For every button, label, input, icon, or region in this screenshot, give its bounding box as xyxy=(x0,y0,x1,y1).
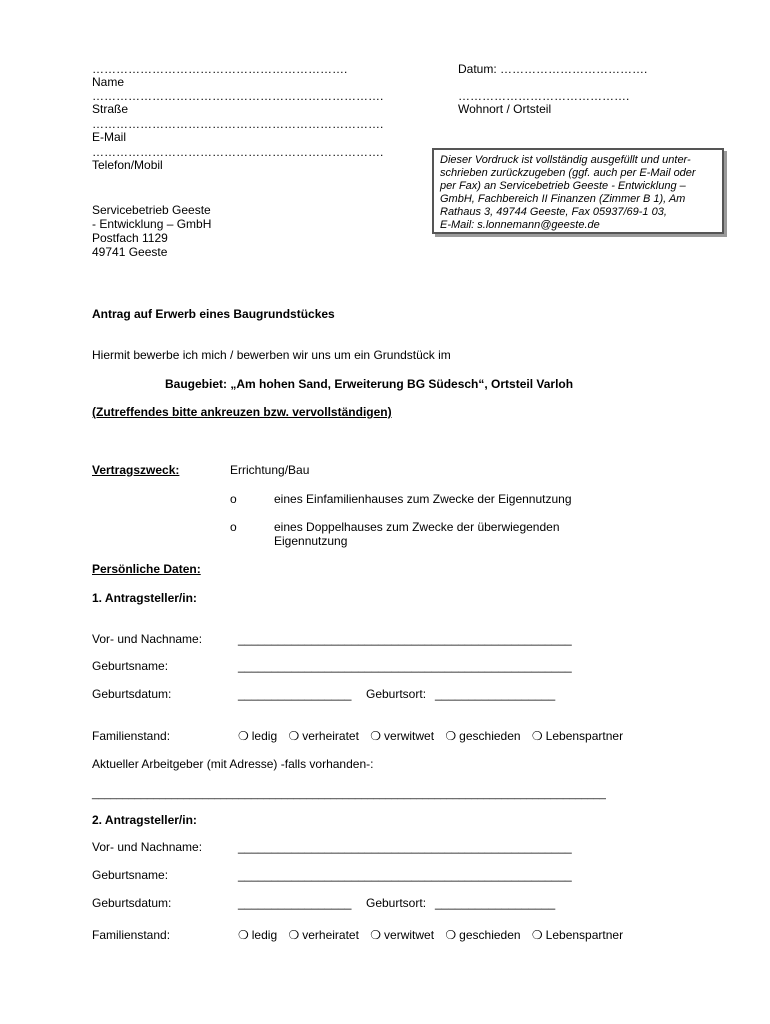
option-label-1: eines Einfamilienhauses zum Zwecke der Eigennutzung xyxy=(274,492,572,506)
instruction-text: (Zutreffendes bitte ankreuzen bzw. vervollständigen) xyxy=(92,405,392,419)
applicant2-birthname-label: Geburtsname: xyxy=(92,868,169,882)
applicant1-birthplace-field[interactable]: __________________ xyxy=(435,687,556,701)
notice-line: GmbH, Fachbereich II Finanzen (Zimmer B 1), Am xyxy=(440,193,686,205)
option-checkbox-1[interactable]: o xyxy=(230,492,237,506)
applicant1-employer-field[interactable]: ____________________________________________________________________________________ xyxy=(92,788,606,800)
notice-box xyxy=(432,148,724,234)
status-geschieden-radio[interactable] xyxy=(445,729,520,743)
option-checkbox-2[interactable]: o xyxy=(230,520,237,534)
applicant1-birthdate-label: Geburtsdatum: xyxy=(92,687,172,701)
date-field: Datum: ………………………………. xyxy=(458,62,648,76)
applicant1-heading: 1. Antragsteller/in: xyxy=(92,591,197,605)
recipient-line: Postfach 1129 xyxy=(92,231,168,245)
personal-heading: Persönliche Daten: xyxy=(92,562,201,576)
applicant2-name-field[interactable]: __________________________________________________ xyxy=(238,840,572,854)
applicant2-birthdate-field[interactable]: _________________ xyxy=(238,896,352,910)
applicant1-birthdate-field[interactable]: _________________ xyxy=(238,687,352,701)
applicant1-name-label: Vor- und Nachname: xyxy=(92,632,203,646)
phone-dots: ………………………………………………………………. xyxy=(92,145,384,159)
radio-label: verheiratet xyxy=(302,928,359,942)
email-label: E-Mail xyxy=(92,130,127,144)
radio-circle-icon: ❍ xyxy=(370,729,382,743)
radio-label: Lebenspartner xyxy=(545,928,624,942)
notice-line: per Fax) an Servicebetrieb Geeste - Entwicklung – xyxy=(440,180,686,192)
radio-circle-icon: ❍ xyxy=(445,729,457,743)
radio-label: Lebenspartner xyxy=(545,729,624,743)
radio-circle-icon: ❍ xyxy=(288,928,300,942)
applicant1-birthplace-label: Geburtsort: xyxy=(366,687,427,701)
status-geschieden-radio[interactable] xyxy=(445,928,520,942)
radio-circle-icon: ❍ xyxy=(445,928,457,942)
applicant2-heading: 2. Antragsteller/in: xyxy=(92,813,197,827)
radio-circle-icon: ❍ xyxy=(531,928,543,942)
applicant2-status-label: Familienstand: xyxy=(92,928,171,942)
applicant1-employer-label: Aktueller Arbeitgeber (mit Adresse) -falls vorhanden-: xyxy=(92,757,374,771)
notice-line: E-Mail: s.lonnemann@geeste.de xyxy=(440,219,600,231)
intro-text: Hiermit bewerbe ich mich / bewerben wir uns um ein Grundstück im xyxy=(92,348,451,362)
radio-label: ledig xyxy=(251,928,278,942)
notice-line: schrieben zurückzugeben (ggf. auch per E-Mail oder xyxy=(440,167,696,179)
place-dots: ……………………………………. xyxy=(458,89,630,103)
applicant1-status-options xyxy=(238,729,631,743)
radio-circle-icon: ❍ xyxy=(238,928,249,942)
status-verwitwet-radio[interactable] xyxy=(370,928,434,942)
radio-label: verwitwet xyxy=(384,729,435,743)
radio-circle-icon: ❍ xyxy=(370,928,382,942)
status-ledig-radio[interactable] xyxy=(238,928,277,942)
purpose-value: Errichtung/Bau xyxy=(230,463,310,477)
applicant2-status-options xyxy=(238,928,631,942)
radio-label: verwitwet xyxy=(384,928,435,942)
applicant1-name-field[interactable]: __________________________________________________ xyxy=(238,632,572,646)
recipient-line: - Entwicklung – GmbH xyxy=(92,217,212,231)
notice-line: Dieser Vordruck ist vollständig ausgefüllt und unter- xyxy=(440,154,691,166)
radio-circle-icon: ❍ xyxy=(531,729,543,743)
option-label-2-cont: Eigennutzung xyxy=(274,534,348,548)
applicant2-birthplace-label: Geburtsort: xyxy=(366,896,427,910)
status-verheiratet-radio[interactable] xyxy=(288,729,358,743)
building-area: Baugebiet: „Am hohen Sand, Erweiterung BG Südesch“, Ortsteil Varloh xyxy=(165,377,574,391)
status-lebenspartner-radio[interactable] xyxy=(532,928,623,942)
radio-label: geschieden xyxy=(459,928,521,942)
status-verwitwet-radio[interactable] xyxy=(370,729,434,743)
applicant1-status-label: Familienstand: xyxy=(92,729,171,743)
applicant2-birthdate-label: Geburtsdatum: xyxy=(92,896,172,910)
radio-label: geschieden xyxy=(459,729,521,743)
purpose-label: Vertragszweck: xyxy=(92,463,180,477)
applicant1-birthname-label: Geburtsname: xyxy=(92,659,169,673)
radio-circle-icon: ❍ xyxy=(288,729,300,743)
radio-label: verheiratet xyxy=(302,729,359,743)
recipient-line: 49741 Geeste xyxy=(92,245,168,259)
recipient-line: Servicebetrieb Geeste xyxy=(92,203,211,217)
street-dots: ………………………………………………………………. xyxy=(92,89,384,103)
radio-label: ledig xyxy=(251,729,278,743)
applicant2-birthplace-field[interactable]: __________________ xyxy=(435,896,556,910)
email-dots: ………………………………………………………………. xyxy=(92,117,384,131)
option-label-2: eines Doppelhauses zum Zwecke der überwiegenden xyxy=(274,520,560,534)
applicant2-name-label: Vor- und Nachname: xyxy=(92,840,203,854)
place-label: Wohnort / Ortsteil xyxy=(458,102,552,116)
applicant2-birthname-field[interactable]: __________________________________________________ xyxy=(238,868,572,882)
status-lebenspartner-radio[interactable] xyxy=(532,729,623,743)
notice-line: Rathaus 3, 49744 Geeste, Fax 05937/69-1 03, xyxy=(440,206,667,218)
status-ledig-radio[interactable] xyxy=(238,729,277,743)
radio-circle-icon: ❍ xyxy=(238,729,249,743)
status-verheiratet-radio[interactable] xyxy=(288,928,358,942)
applicant1-birthname-field[interactable]: __________________________________________________ xyxy=(238,659,572,673)
phone-label: Telefon/Mobil xyxy=(92,158,163,172)
name-label: Name xyxy=(92,75,125,89)
form-title: Antrag auf Erwerb eines Baugrundstückes xyxy=(92,307,335,321)
street-label: Straße xyxy=(92,102,129,116)
name-dots: ………………………………………………………. xyxy=(92,62,348,76)
